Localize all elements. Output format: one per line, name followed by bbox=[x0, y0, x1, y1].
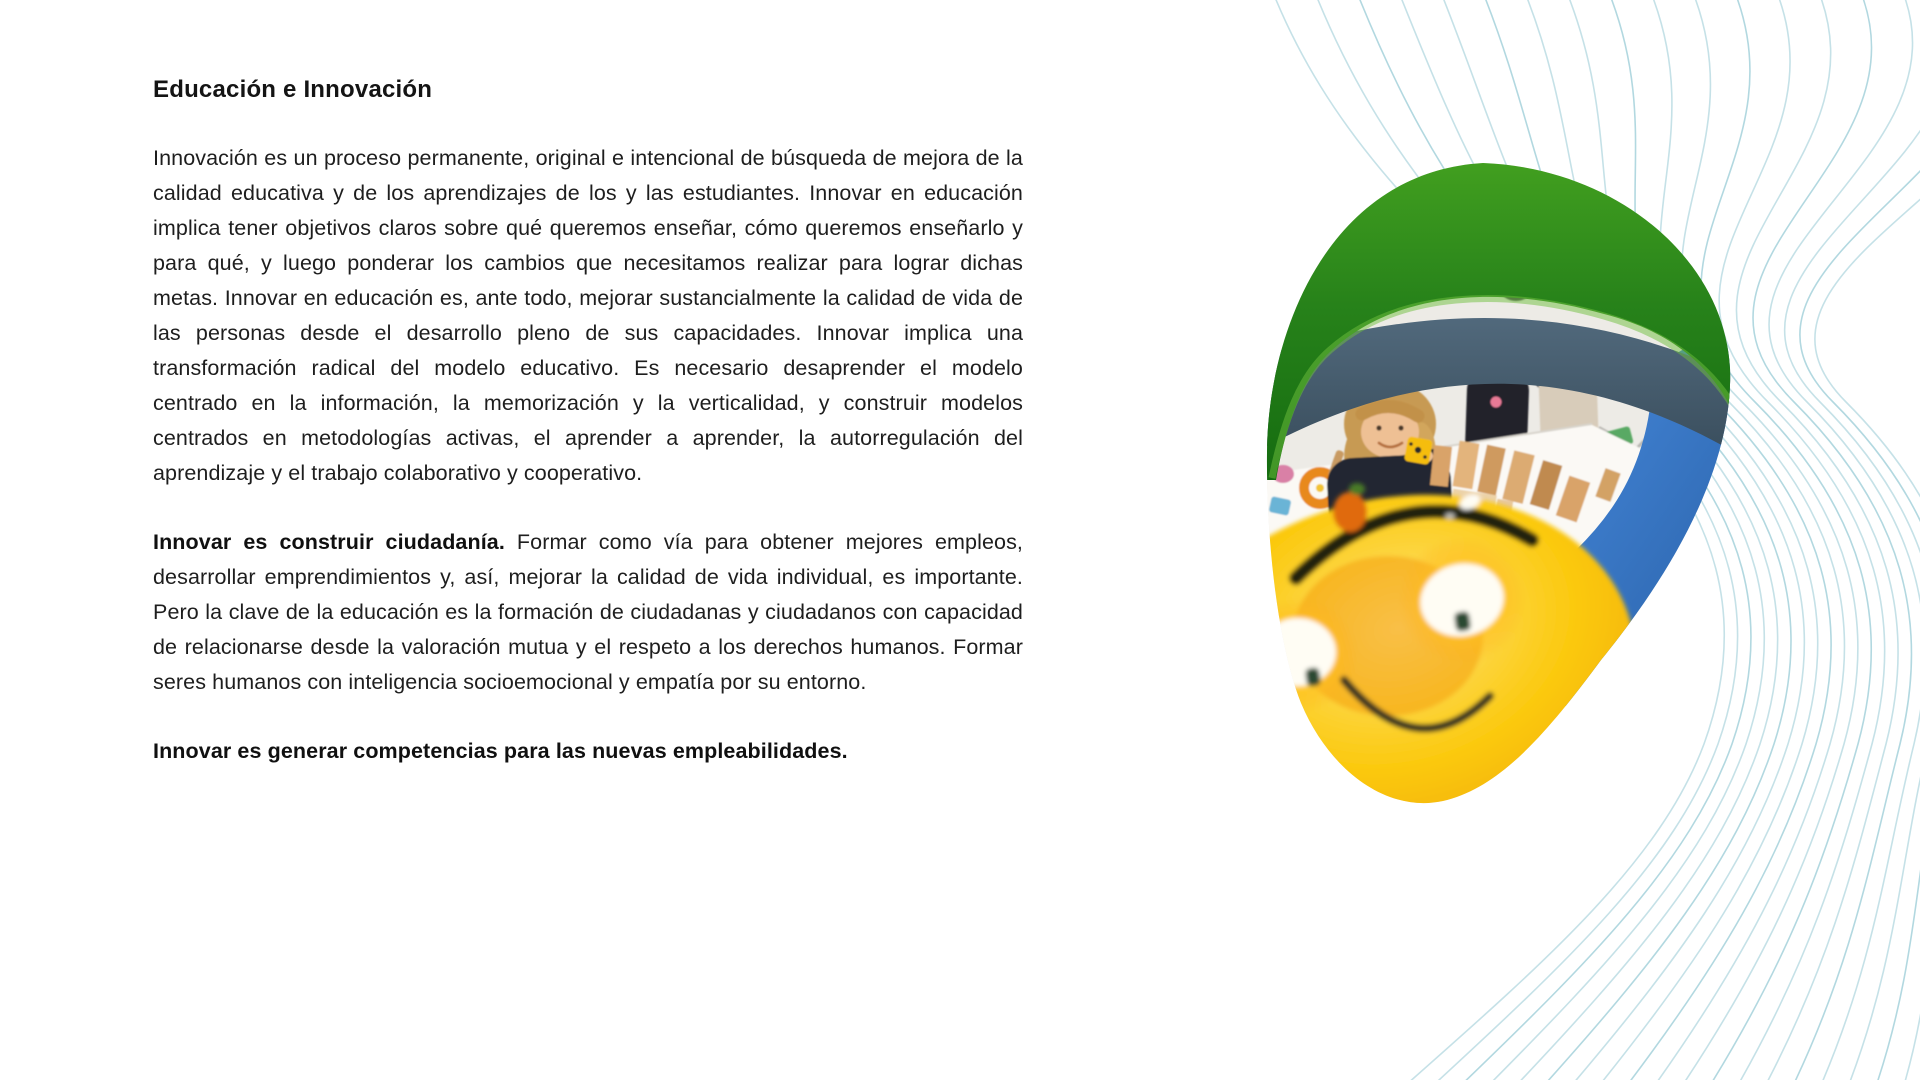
bee-eye-left bbox=[1260, 618, 1336, 686]
yellow-die bbox=[1404, 436, 1433, 465]
paragraph-2-lead: Innovar es construir ciudadanía. bbox=[153, 530, 505, 554]
page-title: Educación e Innovación bbox=[153, 76, 433, 103]
paragraph-2 bbox=[153, 525, 1023, 700]
paragraph-3 bbox=[153, 734, 1023, 769]
blob-photo bbox=[1097, 90, 1790, 942]
paragraph-1-body: Innovación es un proceso permanente, original e intencional de búsqueda de mejora de la calidad educativa y de los aprendizajes de los y las estudiantes. Innovar en educación implica tener objetivos claros sobre qué queremos enseñar, cómo queremos enseñarlo y para qué, y luego ponderar los cambios que necesitamos realizar para lograr dichas metas. Innovar en educación es, ante todo, mejorar sustancialmente la calidad de vida de las personas desde el desarrollo pleno de sus capacidades. Innovar implica una transformación radical del modelo educativo. Es necesario desaprender el modelo centrado en la información, la memorización y la verticalidad, y construir modelos centrados en metodologías activas, el aprender a aprender, la autorregulación del aprendizaje y el trabajo colaborativo y cooperativo. bbox=[153, 146, 1023, 485]
paragraph-3-lead: Innovar es generar competencias para las nuevas empleabilidades. bbox=[153, 739, 848, 763]
bee-green-bump bbox=[1349, 483, 1365, 495]
article bbox=[153, 76, 1023, 769]
bee-orange-bump bbox=[1333, 492, 1367, 532]
heart-on-hoodie bbox=[1491, 397, 1502, 408]
paragraph-1 bbox=[153, 141, 1023, 491]
bee-pupil-right bbox=[1454, 611, 1471, 632]
paragraph-2-body: Formar como vía para obtener mejores empleos, desarrollar emprendimientos y, así, mejorar la calidad de vida individual, es importante. Pero la clave de la educación es la formación de ciudadanas y ciudadanos con capacidad de relacionarse desde la valoración mutua y el respeto a los derechos humanos. Formar seres humanos con inteligencia socioemocional y empatía por su entorno. bbox=[153, 530, 1023, 694]
